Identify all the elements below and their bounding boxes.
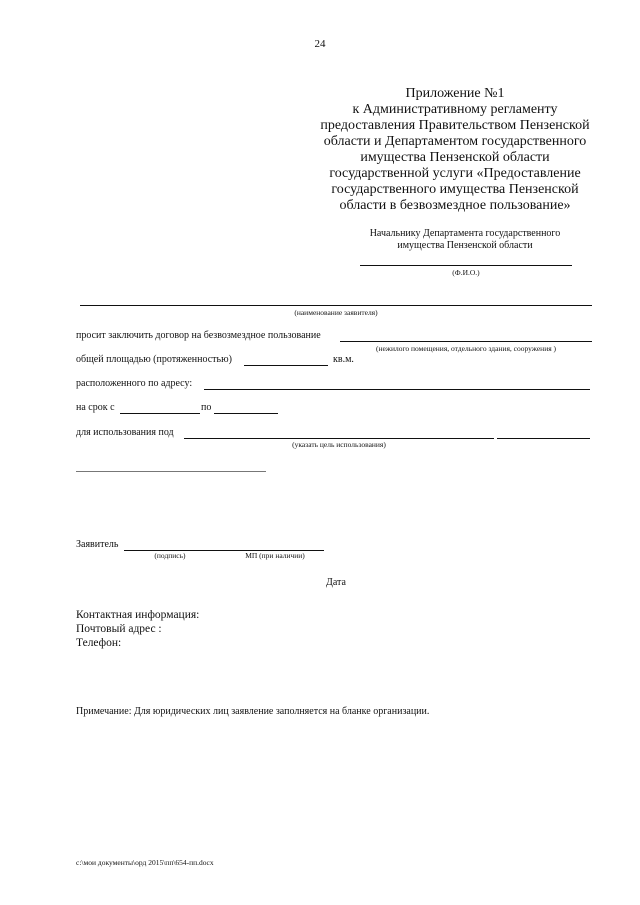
- signature-field[interactable]: [124, 540, 324, 551]
- date-label: Дата: [326, 577, 346, 588]
- term-from-label: на срок с: [76, 402, 115, 413]
- page-number: 24: [314, 38, 326, 50]
- footer-file-path: c:\мои документы\орд 2015\пп\654-пп.docx: [76, 858, 214, 867]
- purpose-field-extra[interactable]: [497, 428, 590, 439]
- applicant-signature-label: Заявитель: [76, 539, 119, 550]
- appendix-line: государственной услуги «Предоставление: [329, 166, 581, 181]
- fio-line[interactable]: [360, 265, 572, 266]
- appendix-line: Приложение №1: [405, 86, 505, 101]
- address-field[interactable]: [204, 379, 590, 390]
- appendix-line: к Административному регламенту: [352, 102, 558, 117]
- area-unit: кв.м.: [333, 354, 354, 365]
- appendix-line: государственного имущества Пензенской: [331, 182, 579, 197]
- term-from-field[interactable]: [120, 403, 200, 414]
- phone-label: Телефон:: [76, 637, 122, 649]
- contact-block: [76, 608, 199, 650]
- appendix-line: области в безвозмездное пользование»: [339, 198, 571, 213]
- appendix-line: области и Департаментом государственного: [323, 134, 587, 149]
- fio-caption: (Ф.И.О.): [452, 268, 480, 277]
- note-text: Примечание: Для юридических лиц заявление заполняется на бланке организации.: [76, 706, 430, 717]
- appendix-line: имущества Пензенской области: [360, 150, 550, 165]
- seal-caption: МП (при наличии): [245, 551, 305, 560]
- addressee-block: [340, 228, 590, 252]
- request-label: просит заключить договор на безвозмездное пользование: [76, 330, 321, 341]
- premises-field[interactable]: [340, 331, 592, 342]
- term-to-field[interactable]: [214, 403, 278, 414]
- purpose-caption: (указать цель использования): [292, 440, 386, 449]
- appendix-heading: [300, 86, 610, 214]
- premises-caption: (нежилого помещения, отдельного здания, сооружения ): [375, 344, 557, 353]
- applicant-caption: (наименование заявителя): [294, 308, 378, 317]
- address-label: расположенного по адресу:: [76, 378, 193, 389]
- purpose-field[interactable]: [184, 428, 494, 439]
- sign-caption: (подпись): [154, 551, 186, 560]
- term-to-label: по: [201, 402, 212, 413]
- contact-info-label: Контактная информация:: [76, 609, 200, 621]
- area-field[interactable]: [244, 355, 328, 366]
- addressee-line: Начальнику Департамента государственного: [369, 228, 561, 239]
- postal-address-label: Почтовый адрес :: [76, 623, 162, 635]
- area-label: общей площадью (протяженностью): [76, 354, 232, 365]
- extra-line[interactable]: [76, 471, 266, 472]
- applicant-name-line[interactable]: [80, 305, 592, 306]
- addressee-line: имущества Пензенской области: [397, 240, 533, 251]
- purpose-label: для использования под: [76, 427, 174, 438]
- appendix-line: предоставления Правительством Пензенской: [320, 118, 590, 133]
